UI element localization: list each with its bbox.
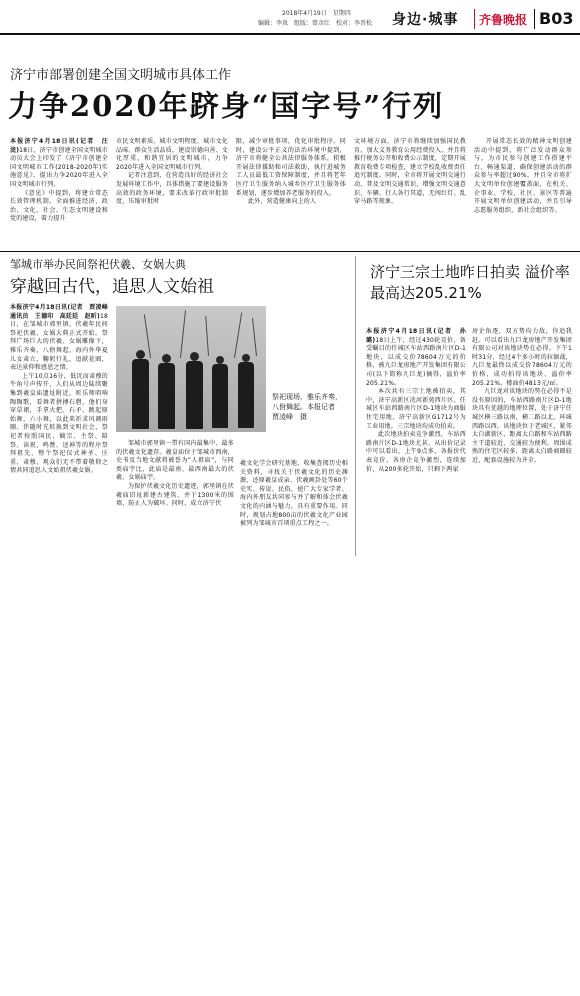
third-headline: 济宁三宗土地昨日拍卖 溢价率最高达205.21% [370, 263, 570, 302]
third-column-1 [366, 328, 466, 554]
paragraph: 18日，济宁市创建全国文明城市动员大会上印发了《济宁市创建全国文明城市工作(2018-2020年)实施意见》，提出力争2020年进入全国文明城市行列。 [10, 146, 108, 188]
main-column-5 [474, 138, 572, 250]
main-column-4 [354, 138, 466, 250]
second-column-2 [116, 440, 234, 552]
paragraph: 记者注意到，在营造良好的经济社会发展环境工作中，具体措施了要建设服务高效的政务环境，要求改革行政审批制度，压缩审批时 [116, 172, 228, 206]
second-column-3 [240, 460, 348, 552]
paragraph: 九巨龙对该地块的势在必得不是没有原因的，车站西路南片区D-1地块具有优越的地理位置，处于济宁任城区横三路以南，横二路以北，环城西路以西，该地块位于老城区，紧邻太白湖新区，距离太白路和车站西路主干道较近，交通较为便利。周围成熟的住宅区较多，距离太白路商圈较近，配套设施较为齐全。 [472, 388, 572, 464]
third-column-2 [472, 328, 572, 554]
third-byline: 本报济宁4月18日讯(记者 孙璐) [366, 328, 466, 344]
paragraph: 18日上午，经过430轮竞价，备受瞩目的任城区车站西路南片区D-1地块，以成交价78604万元的价格，被九巨龙房地产开发集团有限公司(以下简称九巨龙)摘得，溢价率205.21%。 [366, 336, 466, 387]
page-number: B03 [539, 9, 574, 28]
main-column-3 [236, 138, 346, 250]
second-headline: 穿越回古代，追思人文始祖 [10, 277, 214, 297]
paragraph: 房企角逐，双方势均力敌，你追我赶。可以看出九巨龙房地产开发集团有限公司对该地块势在必得。下午1时31分，经过4个多小时的拉锯战，九巨龙最终以成交价78604万元的价格，成功拍得该地块，溢价率205.21%，楼面价4813元/㎡。 [472, 328, 572, 387]
ceremony-photo [116, 306, 266, 432]
blank-area [0, 560, 580, 996]
header-editors: 编辑：李岚 组版：曾彦红 校对：李晋松 [258, 20, 373, 27]
photo-caption: 祭祀现场，雅乐齐奏，八佾舞起。本报记者 贾凌峰 摄 [272, 393, 342, 421]
paragraph: 限，减少审批事项，优化审批程序。同时，建设公平正义的法治环境中提到，济宁市将健全公共法律服务体系，积极开展法律援助和司法救助，执行进城务工人员最低工资保障制度，并且将老年医疗卫生服务纳入城乡医疗卫生服务体系规划，逐步增加养老服务的投入。 [236, 138, 346, 197]
header-date: 2018年4月19日 星期四 [282, 10, 351, 17]
paragraph: 本次共有三宗土地被拍卖，其中，济宁高新区洸河新苑西片区、任城区车站西路南片区D-1地块为商服住宅用地，济宁高新区G1712号为工业用地。三宗地块均成功拍卖。 [366, 388, 466, 430]
header-divider [474, 9, 475, 29]
paragraph: 羲文化学会研究基地，收集查阅历史相关资料，寻找关于伏羲文化的历史渊源，还原羲皇成亲、伏羲画卦处等60个史实、传说、民俗，使广大专家学者、海内外朋友共同参与并了解和体会伏羲文化的内涵与魅力，具有重要作用。同时，规划占地800亩的伏羲文化产业园被列为邹城市百项重点工程之一。 [240, 460, 348, 528]
main-column-1 [10, 138, 108, 250]
paragraph: 此次地块拍卖竞争激烈，车站西路南片区D-1地块尤甚，从出价记录中可以看出，上午9点多，各报价代表竞价，各房企竞争激烈，连续加价，从200多轮开始，只剩下两家 [366, 431, 466, 473]
paragraph: 邹城市郭里镇一带有国内最集中、最多的伏羲文化遗存。羲皇庙位于邹城市西南，史书及当地文献将被誉为“人祖庙”，与同类庙宇比，此庙是最南、最西南最大的伏羲、女娲庙宇。 [116, 440, 234, 482]
story-divider [0, 251, 580, 252]
main-byline: 本报济宁4月18日讯(记者 汪泷) [10, 138, 108, 154]
main-headline: 力争2020年跻身“国字号”行列 [8, 89, 445, 123]
header-rule [0, 33, 580, 35]
header-divider [534, 9, 535, 29]
paragraph: 上午10点16分，低沉而肃穆的牛角号声传开，人们从周边陆续聚集到羲皇庙遗址附近，听乐师唱响陶陶歌，看舞者拼搏石磬，他们身穿草裙，手拿火把、石矛，跳起原始舞，六小舞，以此来祈求风调雨顺。伴随时光转换到文明社会，祭祀者按照国民、嫡宗、主祭、陪祭、读祝、鸣赞、送神等的程序祭拜祖先，整个祭祀仪式神圣、庄重，肃穆，观众们无不带着敬仰之情共同追思人文始祖伏羲女娲。 [10, 372, 108, 475]
paragraph: 《意见》中提到，将建立常态长效管理机制，全面推进经济、政治、文化、社会、生态文明建设和党的建设，着力提升 [10, 189, 108, 223]
main-column-2 [116, 138, 228, 250]
paragraph: 开展常态长效的精神文明创建活动中提到，将广泛发动群众参与，为市民参与创建工作搭建平台、畅通渠道，确保创建活动的群众参与率超过90%，并且全市将扩大文明单位创建覆盖面，在机关、企事业、学校、社区、景区等普遍开展文明单位创建活动，并且引导志愿服务组织、新社会组织等。 [474, 138, 572, 214]
section-title: 身边·城事 [392, 12, 459, 28]
paragraph: 为保护伏羲文化历史遗迹，郭里镇在伏羲庙旧址新建古建筑，并于1300米的围墙，防止人为破坏。同时，成立济宁伏 [116, 482, 234, 508]
paragraph: 市民文明素质、城市文明程度、城市文化品味、群众生活品质，建设崇德向善、文化厚重、和谐宜居的文明城市，力争2020年进入全国文明城市行列。 [116, 138, 228, 171]
main-kicker: 济宁市部署创建全国文明城市具体工作 [10, 68, 232, 83]
paragraph: 文环境方面，济宁市将继续加强国民教育，加大义务教育公用经费投入，并且将推行税务公开和收费公示制度，定期开展教育收费专项检查，建立学校乱收费责任追究制度。同时，全市将开展文明交通行动，普及文明交通常识，增强文明交通意识，车辆、行人各行其道，无闯红灯、乱穿马路等现象。 [354, 138, 466, 206]
second-kicker: 邹城市举办民间祭祀伏羲、女娲大典 [10, 258, 186, 271]
second-column-1 [10, 304, 115, 542]
paragraph: 18日，在邹城市郭里镇，伏羲年民间祭祀伏羲、女娲大典正式开始。祭拜广场巨大的伏羲、女娲雕像下，雅乐齐奏，八佾舞起，海内外华夏儿女肃立，鞠躬行礼，追献花圈，表达景仰和感恩之情。 [10, 312, 108, 372]
second-byline: 本报济宁4月18日讯(记者 贾凌峰 通讯员 王德印 高廷廷 赵昕) [10, 304, 115, 320]
paragraph: 此外，营造健康向上的人 [248, 198, 317, 206]
column-divider [355, 256, 356, 556]
newspaper-logo: 齐鲁晚报 [479, 13, 528, 27]
